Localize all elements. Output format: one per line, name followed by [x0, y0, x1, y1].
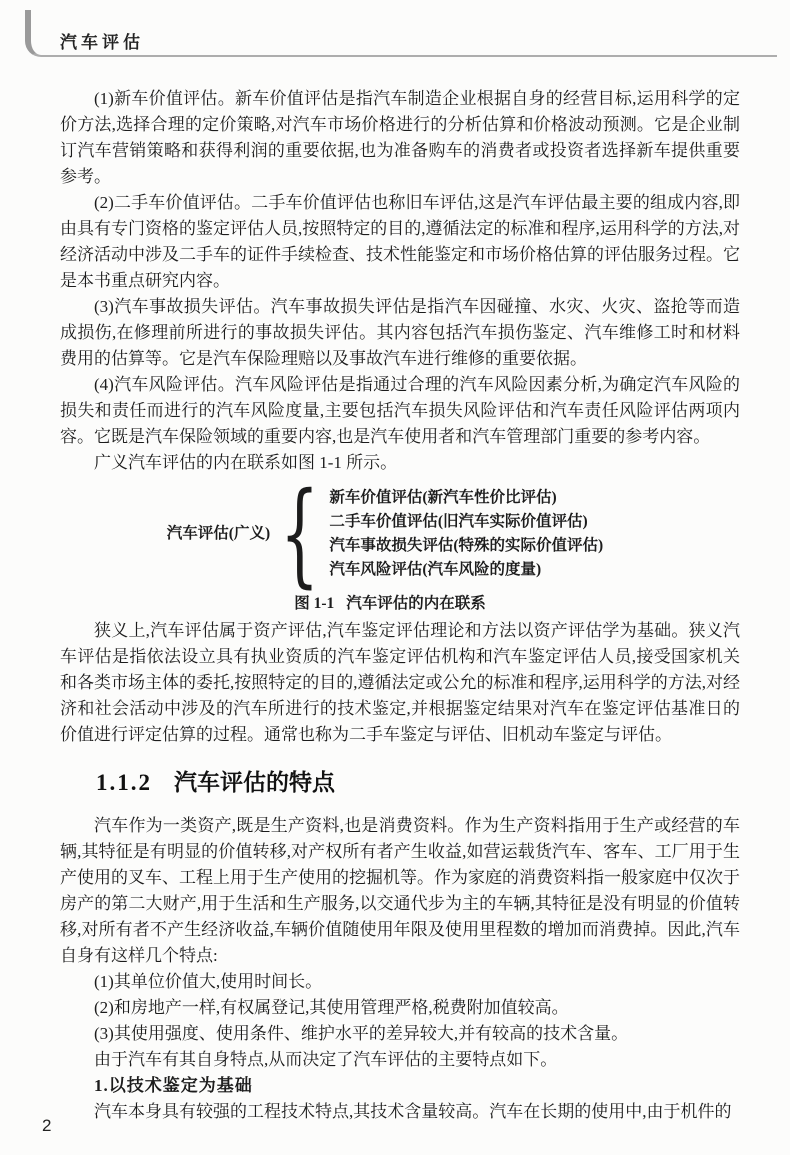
- figure-item: 二手车价值评估(旧汽车实际价值评估): [329, 513, 588, 530]
- left-brace-glyph: {: [280, 469, 320, 599]
- figure-number: 图 1-1: [294, 595, 335, 612]
- figure-1-1: [60, 469, 740, 616]
- figure-item: 汽车风险评估(汽车风险的度量): [329, 561, 542, 578]
- paragraph-lead-out: 由于汽车有其自身特点,从而决定了汽车评估的主要特点如下。: [94, 1050, 558, 1069]
- figure-diagram: [30, 469, 740, 599]
- figure-caption-text: 汽车评估的内在联系: [346, 595, 486, 612]
- sub-heading-technical-appraisal: 1.以技术鉴定为基础: [94, 1076, 253, 1095]
- paragraph-risk-valuation: (4)汽车风险评估。汽车风险评估是指通过合理的汽车风险因素分析,为确定汽车风险的损失和责任而进行的汽车风险度量,主要包括汽车损失风险评估和汽车责任风险评估两项内容。它既是汽车保险领域的重要内容,也是汽车使用者和汽车管理部门重要的参考内容。: [60, 375, 740, 446]
- figure-lead-sentence: 广义汽车评估的内在联系如图 1-1 所示。: [94, 453, 398, 472]
- paragraph-narrow-sense: 狭义上,汽车评估属于资产评估,汽车鉴定评估理论和方法以资产评估学为基础。狭义汽车评估是指依法设立具有执业资质的汽车鉴定评估机构和汽车鉴定评估人员,接受国家机关和各类市场主体的委托,按照特定的目的,遵循法定或公允的标准和程序,运用科学的方法,对经济和社会活动中涉及的汽车所进行的技术鉴定,并根据鉴定结果对汽车在鉴定评估基准日的价值进行评定估算的过程。通常也称为二手车鉴定与评估、旧机动车鉴定与评估。: [60, 621, 740, 744]
- figure-item-list: [329, 486, 603, 582]
- figure-item: 新车价值评估(新汽车性价比评估): [329, 489, 557, 506]
- figure-item: 汽车事故损失评估(特殊的实际价值评估): [329, 537, 604, 554]
- paragraph-vehicle-as-asset: 汽车作为一类资产,既是生产资料,也是消费资料。作为生产资料指用于生产或经营的车辆,其特征是有明显的价值转移,对产权所有者产生收益,如营运载货汽车、客车、工厂用于生产使用的叉车、工程上用于生产使用的挖掘机等。作为家庭的消费资料指一般家庭中仅次于房产的第二大财产,用于生活和生产服务,以交通代步为主的车辆,其特征是没有明显的价值转移,对所有者不产生经济收益,车辆价值随使用年限及使用里程数的增加而消费掉。因此,汽车自身有这样几个特点:: [60, 816, 740, 965]
- page-header: [0, 0, 790, 58]
- page-content: [0, 58, 790, 1125]
- page-number: 2: [42, 1116, 52, 1135]
- figure-root-label: 汽车评估(广义): [166, 525, 271, 542]
- section-heading-1-1-2: [96, 766, 740, 799]
- feature-list-item-2: (2)和房地产一样,有权属登记,其使用管理严格,税费附加值较高。: [94, 998, 569, 1017]
- section-number: 1.1.2: [96, 770, 152, 795]
- paragraph-used-car-valuation: (2)二手车价值评估。二手车价值评估也称旧车评估,这是汽车评估最主要的组成内容,即由具有专门资格的鉴定评估人员,按照特定的目的,遵循法定的标准和程序,运用科学的方法,对经济活动中涉及二手车的证件手续检查、技术性能鉴定和市场价格估算的评估服务过程。它是本书重点研究内容。: [60, 193, 740, 290]
- figure-caption: [40, 592, 740, 616]
- running-head-title: 汽车评估: [60, 33, 144, 52]
- paragraph-accident-loss-valuation: (3)汽车事故损失评估。汽车事故损失评估是指汽车因碰撞、水灾、火灾、盗抢等而造成损伤,在修理前所进行的事故损失评估。其内容包括汽车损伤鉴定、汽车维修工时和材料费用的估算等。它是汽车保险理赔以及事故汽车进行维修的重要依据。: [60, 297, 740, 368]
- paragraph-new-car-valuation: (1)新车价值评估。新车价值评估是指汽车制造企业根据自身的经营目标,运用科学的定价方法,选择合理的定价策略,对汽车市场价格进行的分析估算和价格波动预测。它是企业制订汽车营销策略和获得利润的重要依据,也为准备购车的消费者或投资者选择新车提供重要参考。: [60, 89, 740, 186]
- paragraph-technical-appraisal: 汽车本身具有较强的工程技术特点,其技术含量较高。汽车在长期的使用中,由于机件的: [94, 1102, 732, 1121]
- section-title: 汽车评估的特点: [174, 769, 335, 795]
- feature-list-item-3: (3)其使用强度、使用条件、维护水平的差异较大,并有较高的技术含量。: [94, 1024, 629, 1043]
- feature-list-item-1: (1)其单位价值大,使用时间长。: [94, 972, 323, 991]
